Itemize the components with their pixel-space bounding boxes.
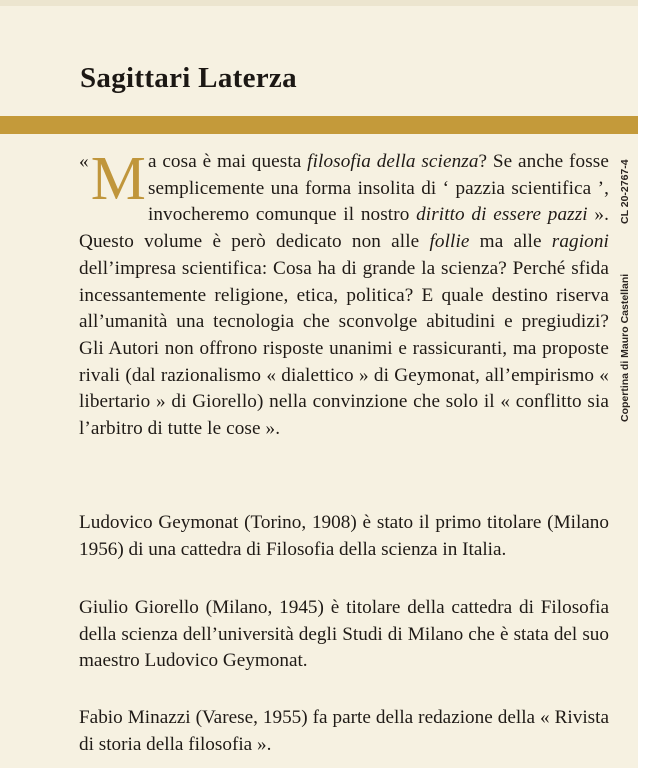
decorative-band xyxy=(0,116,638,134)
blurb-segment: ma alle xyxy=(469,231,552,253)
catalog-code: CL 20-2767-4 xyxy=(619,159,631,224)
drop-cap: M xyxy=(90,145,146,213)
blurb-segment-italic: filosofia della scienza xyxy=(307,151,479,172)
blurb-segment: a cosa è mai questa xyxy=(147,151,308,172)
series-title: Sagittari Laterza xyxy=(80,62,297,94)
blurb-segment: ? Se anche fosse semplicemente una forma insolita di ‘ pazzia scientifica ’, invocheremo comunque il nostro xyxy=(147,151,609,226)
author-bio-giorello: Giulio Giorello (Milano, 1945) è titolare della cattedra di Filosofia della scienza dell’università degli Studi di Milano che è stata del suo maestro Ludovico Geymonat. xyxy=(79,597,609,671)
blurb-segment: ». Questo volume è però dedicato non alle xyxy=(79,204,609,253)
blurb-segment-italic: follie xyxy=(429,231,470,253)
author-bio-minazzi: Fabio Minazzi (Varese, 1955) fa parte della redazione della « Rivista di storia della filosofia ». xyxy=(79,707,609,755)
blurb-segment-italic: diritto di essere pazzi xyxy=(416,204,588,226)
blurb-segment-italic: ragioni xyxy=(551,231,609,253)
page-right-edge xyxy=(638,0,646,768)
cover-credit: Copertina di Mauro Castellani xyxy=(619,273,631,422)
blurb-text xyxy=(79,145,609,443)
blurb-segment: dell’impresa scientifica: Cosa ha di grande la scienza? Perché sfida incessantemente religione, etica, politica? E quale destino riserva all’umanità una tecnologia che sconvolge abitudini e pregiudizi? Gli Autori non offrono risposte unanimi e rassicuranti, ma proposte rivali (dal razionalismo « dialettico » di Geymonat, all’empirismo « libertario » di Giorello) nella convinzione che solo il « conflitto sia l’arbitro di tutte le cose ». xyxy=(79,257,609,440)
opening-quote: « xyxy=(79,151,89,172)
author-bio-geymonat: Ludovico Geymonat (Torino, 1908) è stato il primo titolare (Milano 1956) di una cattedra di Filosofia della scienza in Italia. xyxy=(79,512,609,560)
blurb-paragraph xyxy=(79,145,609,443)
page-top-edge xyxy=(0,0,646,6)
